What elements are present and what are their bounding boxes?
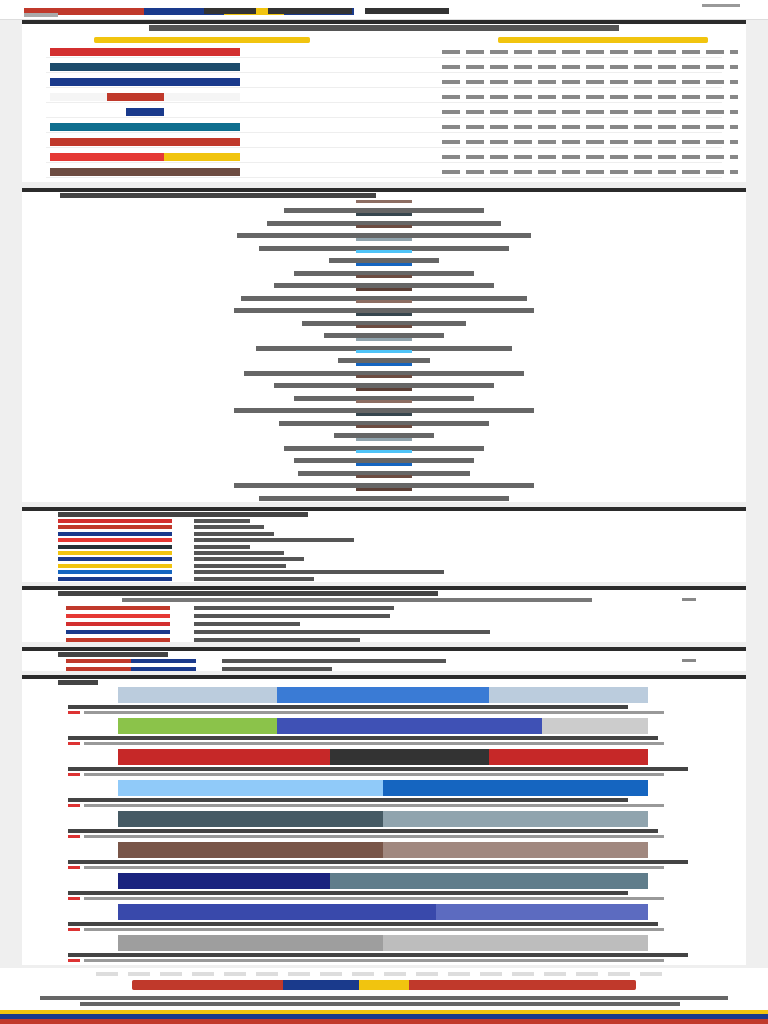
- result-status: [442, 95, 738, 99]
- result-status: [442, 65, 738, 69]
- news-badge: [68, 866, 80, 869]
- menu-icon[interactable]: [702, 4, 740, 7]
- news-badge: [68, 835, 80, 838]
- leader-item[interactable]: [22, 300, 746, 313]
- news-headline[interactable]: [68, 922, 658, 926]
- footer-text: [40, 996, 728, 1000]
- leader-photo: [356, 388, 412, 391]
- news-badge: [68, 959, 80, 962]
- leader-photo: [356, 463, 412, 466]
- result-status: [442, 110, 738, 114]
- channel-logo: [58, 557, 172, 561]
- leader-item[interactable]: [22, 275, 746, 288]
- results-header-row: [22, 37, 746, 43]
- result-row[interactable]: [46, 76, 722, 88]
- channel-name: [194, 570, 444, 574]
- news-meta: [84, 928, 664, 931]
- leader-photo: [356, 475, 412, 478]
- leader-item[interactable]: [22, 200, 746, 213]
- language-card: [22, 647, 746, 671]
- news-meta: [84, 773, 664, 776]
- channel-name: [194, 577, 314, 581]
- channel-name: [194, 532, 274, 536]
- news-badge: [68, 804, 80, 807]
- news-meta: [84, 742, 664, 745]
- news-badge: [68, 773, 80, 776]
- news-meta: [84, 804, 664, 807]
- channel-logo: [58, 545, 172, 549]
- news-badge: [68, 742, 80, 745]
- station-name: [194, 614, 390, 618]
- search-link[interactable]: [24, 13, 58, 17]
- station-name: [194, 630, 490, 634]
- leader-photo: [356, 438, 412, 441]
- leader-item[interactable]: [22, 413, 746, 426]
- leader-photo: [356, 413, 412, 416]
- result-row[interactable]: [46, 61, 722, 73]
- news-image[interactable]: [118, 873, 648, 889]
- pagination[interactable]: [96, 972, 672, 976]
- channel-name: [194, 538, 354, 542]
- news-image[interactable]: [118, 687, 648, 703]
- party-logo: [50, 168, 240, 176]
- news-headline[interactable]: [68, 860, 688, 864]
- footer-logo: [132, 980, 636, 990]
- news-image[interactable]: [118, 780, 648, 796]
- channel-name: [194, 545, 250, 549]
- news-title: [58, 680, 98, 685]
- result-status: [442, 140, 738, 144]
- results-title: [149, 25, 619, 31]
- leader-photo: [356, 400, 412, 403]
- result-row[interactable]: [46, 46, 722, 58]
- leader-photo: [356, 300, 412, 303]
- footer-stripes: [0, 1010, 768, 1024]
- leader-item[interactable]: [22, 363, 746, 376]
- news-badge: [68, 928, 80, 931]
- channel-name: [194, 564, 286, 568]
- news-headline[interactable]: [68, 767, 688, 771]
- party-logo: [50, 78, 240, 86]
- chevron-right-icon[interactable]: [682, 659, 696, 662]
- leader-item[interactable]: [22, 438, 746, 451]
- leader-photo: [356, 238, 412, 241]
- language-option[interactable]: [22, 657, 746, 665]
- result-status: [442, 50, 738, 54]
- radio-card: [22, 586, 746, 642]
- nav-tab-1[interactable]: [204, 8, 256, 14]
- news-meta: [84, 835, 664, 838]
- leader-photo: [356, 200, 412, 203]
- leader-item[interactable]: [22, 350, 746, 363]
- leader-item[interactable]: [22, 225, 746, 238]
- channel-logo: [58, 519, 172, 523]
- channel-logo: [58, 538, 172, 542]
- nav-tab-2[interactable]: [268, 8, 352, 14]
- news-image[interactable]: [118, 811, 648, 827]
- result-status: [442, 170, 738, 174]
- language-option[interactable]: [22, 665, 746, 671]
- station-logo: [66, 630, 170, 634]
- leaders-card: [22, 188, 746, 502]
- news-meta: [84, 866, 664, 869]
- leader-item[interactable]: [22, 463, 746, 476]
- news-headline[interactable]: [68, 953, 688, 957]
- news-image[interactable]: [118, 904, 648, 920]
- leader-photo: [356, 288, 412, 291]
- channel-logo: [58, 577, 172, 581]
- tv-card: [22, 507, 746, 582]
- news-meta: [84, 897, 664, 900]
- station-logo: [66, 606, 170, 610]
- radio-station-item[interactable]: [22, 620, 746, 628]
- leader-photo: [356, 250, 412, 253]
- result-row[interactable]: [46, 166, 722, 178]
- leader-photo: [356, 425, 412, 428]
- party-logo: [50, 153, 240, 161]
- news-headline[interactable]: [68, 798, 628, 802]
- news-headline[interactable]: [68, 829, 658, 833]
- station-name: [194, 638, 360, 642]
- party-logo: [50, 108, 240, 116]
- leader-photo: [356, 275, 412, 278]
- result-row[interactable]: [46, 121, 722, 133]
- footer-text: [80, 1002, 680, 1006]
- result-row[interactable]: [46, 91, 722, 103]
- leader-photo: [356, 375, 412, 378]
- nav-tab-3[interactable]: [365, 8, 449, 14]
- channel-name: [194, 519, 250, 523]
- party-logo: [50, 93, 240, 101]
- leader-item[interactable]: [22, 238, 746, 251]
- leader-item[interactable]: [22, 288, 746, 301]
- results-card: [22, 20, 746, 182]
- results-col-left: [94, 37, 310, 43]
- party-logo: [50, 123, 240, 131]
- news-image[interactable]: [118, 842, 648, 858]
- leader-photo: [356, 488, 412, 491]
- station-name: [194, 622, 300, 626]
- radio-station-item[interactable]: [22, 612, 746, 620]
- news-image[interactable]: [118, 718, 648, 734]
- top-nav: [0, 0, 768, 20]
- tv-title: [58, 512, 308, 517]
- leader-photo: [356, 450, 412, 453]
- leader-photo: [356, 363, 412, 366]
- channel-name: [194, 551, 284, 555]
- radio-station-item[interactable]: [22, 628, 746, 636]
- leader-name: [259, 496, 509, 501]
- leader-item[interactable]: [22, 388, 746, 401]
- leader-photo: [356, 263, 412, 266]
- news-card: [22, 675, 746, 965]
- radio-station-item[interactable]: [22, 604, 746, 612]
- leader-item[interactable]: [22, 450, 746, 463]
- news-image[interactable]: [118, 935, 648, 951]
- leader-item[interactable]: [22, 475, 746, 488]
- leader-item[interactable]: [22, 375, 746, 388]
- channel-logo: [58, 551, 172, 555]
- leader-photo: [356, 325, 412, 328]
- news-headline[interactable]: [68, 736, 658, 740]
- leader-item[interactable]: [22, 425, 746, 438]
- leaders-title: [60, 193, 376, 198]
- party-logo: [50, 63, 240, 71]
- leader-item[interactable]: [22, 400, 746, 413]
- news-badge: [68, 897, 80, 900]
- channel-logo: [58, 570, 172, 574]
- leader-item[interactable]: [22, 325, 746, 338]
- news-headline[interactable]: [68, 891, 628, 895]
- leader-photo: [356, 338, 412, 341]
- result-row[interactable]: [46, 106, 722, 118]
- result-status: [442, 80, 738, 84]
- leader-photo: [356, 313, 412, 316]
- party-logo: [50, 48, 240, 56]
- station-logo: [66, 638, 170, 642]
- channel-name: [194, 525, 264, 529]
- channel-logo: [58, 525, 172, 529]
- nav-tabs: [204, 8, 457, 14]
- leader-item[interactable]: [22, 213, 746, 226]
- news-headline[interactable]: [68, 705, 628, 709]
- news-badge: [68, 711, 80, 714]
- party-logo: [50, 138, 240, 146]
- leader-item[interactable]: [22, 338, 746, 351]
- result-status: [442, 155, 738, 159]
- leader-photo: [356, 350, 412, 353]
- channel-logo: [58, 564, 172, 568]
- channel-name: [194, 557, 304, 561]
- news-meta: [84, 959, 664, 962]
- radio-header-item[interactable]: [22, 596, 746, 604]
- radio-station-item[interactable]: [22, 636, 746, 642]
- station-logo: [66, 622, 170, 626]
- result-status: [442, 125, 738, 129]
- footer: [0, 968, 768, 1024]
- station-logo: [66, 614, 170, 618]
- news-meta: [84, 711, 664, 714]
- results-col-right: [498, 37, 708, 43]
- leader-item[interactable]: [22, 313, 746, 326]
- channel-logo: [58, 532, 172, 536]
- leader-item[interactable]: [22, 488, 746, 501]
- tv-channel-item[interactable]: [22, 576, 746, 582]
- news-image[interactable]: [118, 749, 648, 765]
- leader-item[interactable]: [22, 263, 746, 276]
- station-name: [194, 606, 394, 610]
- result-row[interactable]: [46, 151, 722, 163]
- leader-photo: [356, 213, 412, 216]
- leader-item[interactable]: [22, 250, 746, 263]
- result-row[interactable]: [46, 136, 722, 148]
- leader-photo: [356, 225, 412, 228]
- chevron-right-icon[interactable]: [682, 598, 696, 601]
